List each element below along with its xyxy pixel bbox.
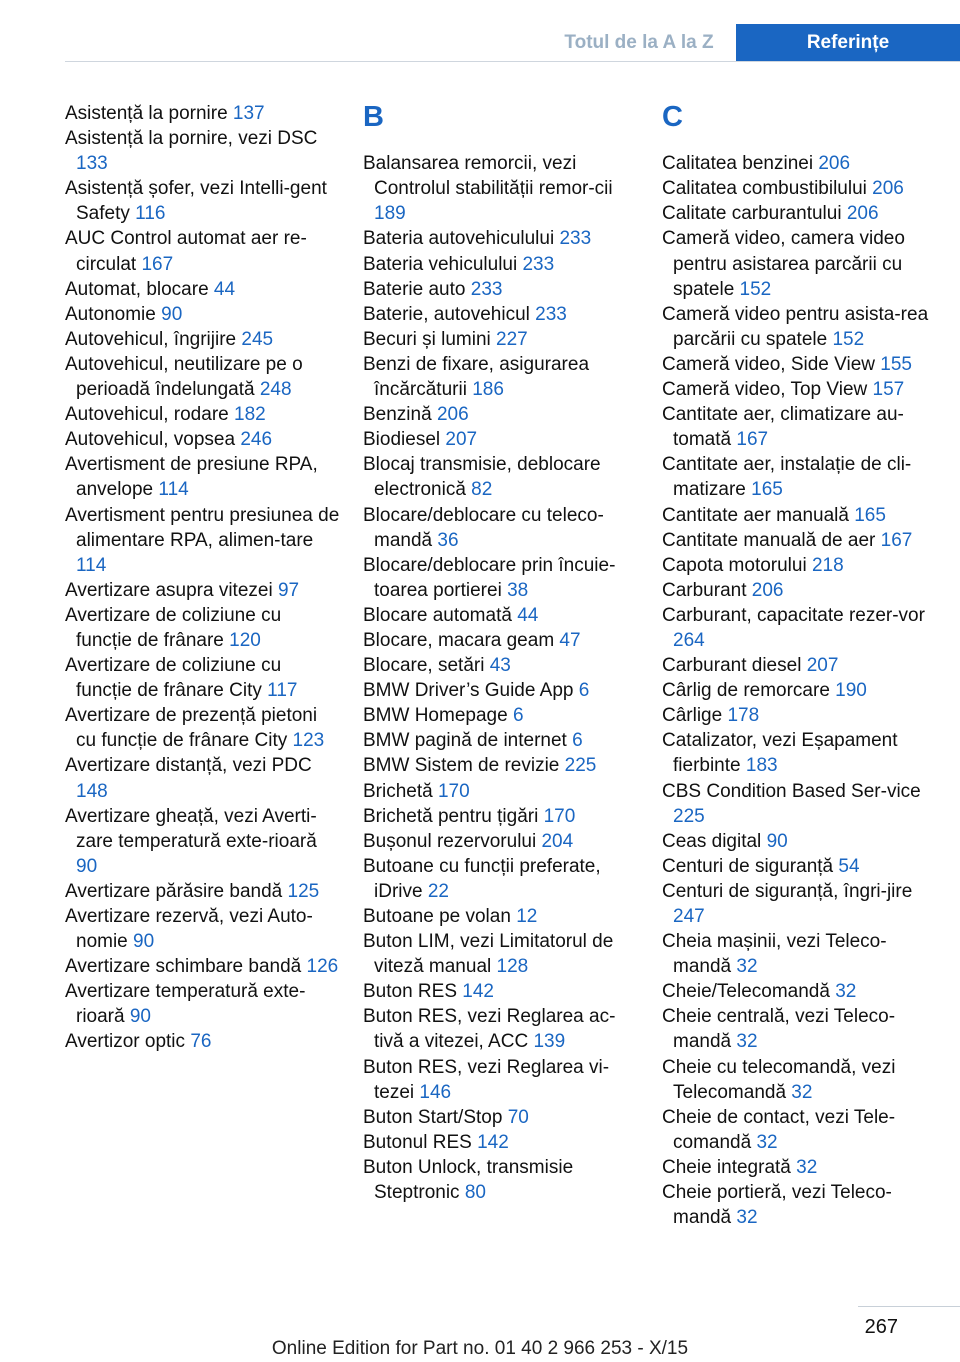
index-entry-text: Calitatea benzinei [662,153,819,175]
index-entry [65,176,340,226]
index-entry-text: Cheie portieră, vezi Teleco-mandă [662,1182,892,1229]
index-page-link[interactable]: 114 [76,554,107,576]
index-page-link[interactable]: 218 [811,554,844,576]
index-entry-text: Blocare, setări [363,655,490,677]
index-page-link[interactable]: 233 [470,278,503,300]
index-entry-text: Avertizare distanță, vezi PDC [65,755,312,777]
header-chapter-tab: Referințe [736,24,960,62]
index-entry-text: Autovehicul, rodare [65,404,234,426]
index-page-link[interactable]: 32 [736,956,758,978]
index-page-link[interactable]: 70 [507,1106,529,1128]
index-entry-text: Butonul RES [363,1131,478,1153]
index-entry [363,678,638,703]
index-entry-text: Benzi de fixare, asigurarea încărcăturii [363,353,590,401]
index-entry [662,528,937,553]
index-entry-text: Cantitate aer manuală [662,504,855,526]
index-entry [662,879,937,929]
index-page-link[interactable]: 186 [472,379,504,401]
index-entry [662,452,937,502]
index-entry-text: Cantitate manuală de aer [662,529,881,551]
index-page-link[interactable]: 227 [496,328,528,350]
index-entry-text: CBS Condition Based Ser-vice [662,780,921,802]
index-page-link[interactable]: 247 [673,906,705,927]
index-entry [65,327,340,352]
index-entry [363,628,638,653]
index-entry [662,779,937,829]
index-entry-text: Buton Unlock, transmisie Steptronic [363,1156,574,1204]
index-page-link[interactable]: 206 [436,404,469,426]
index-entry-text: Automat, blocare [65,278,214,300]
index-entry [662,929,937,979]
index-entry-text: Calitatea combustibilului [662,178,873,200]
index-entry-text: Avertizor optic [65,1031,191,1053]
index-entry [662,503,937,528]
index-entry [363,151,638,226]
index-entry [363,226,638,251]
index-page-link[interactable]: 170 [437,780,470,802]
index-page-link[interactable]: 114 [158,479,189,501]
index-entry-text: Baterie auto [363,278,471,300]
index-entry [363,503,638,553]
index-entry-text: AUC Control automat aer re-circulat [65,228,307,275]
index-entry-text: Cheie cu telecomandă, vezi Telecomandă [662,1056,896,1103]
index-entry [65,427,340,452]
index-page-link[interactable]: 90 [76,855,98,877]
index-page-link[interactable]: 142 [462,981,494,1003]
index-entry-text: Avertizare rezervă, vezi Auto-nomie [65,906,313,953]
index-page-link[interactable]: 6 [512,705,524,727]
index-page-link[interactable]: 120 [229,629,261,651]
index-entry-text: Bușonul rezervorului [363,830,542,852]
index-entry [363,653,638,678]
edition-footer: Online Edition for Part no. 01 40 2 966 253 - X/15 [271,1338,689,1359]
index-entry-text: Brichetă [363,780,438,802]
index-page-link[interactable]: 128 [496,956,529,978]
index-entry-text: Bateria autovehiculului [363,228,560,250]
index-page-link[interactable]: 44 [213,278,236,300]
index-page-link[interactable]: 225 [564,755,597,777]
index-entry [363,779,638,804]
index-page-link[interactable]: 165 [854,504,886,526]
index-letter-heading: B [363,101,384,133]
index-page-link[interactable]: 206 [751,579,784,601]
header-divider [65,61,960,62]
index-page-link[interactable]: 248 [259,379,292,401]
index-entry-text: Avertisment de presiune RPA, anvelope [65,454,318,501]
index-entry-text: Avertizare schimbare bandă [65,956,307,978]
index-entry [662,1155,937,1180]
index-page-link[interactable]: 233 [522,253,555,275]
index-entry-text: Autovehicul, vopsea [65,429,241,451]
index-column-2 [363,101,638,1205]
index-entry-text: Cameră video, Top View [662,379,873,401]
index-entry [65,1029,340,1054]
index-entry-text: Buton Start/Stop [363,1106,508,1128]
index-entry [65,979,340,1029]
index-entry-text: Blocaj transmisie, deblocare electronică [363,454,601,501]
index-entry [662,854,937,879]
index-entry-text: Butoane cu funcții preferate, iDrive [363,855,601,902]
index-page-link[interactable]: 125 [287,880,320,902]
index-page-link[interactable]: 167 [880,529,913,551]
index-entry-text: Avertizare gheață, vezi Averti-zare temperatură exte-rioară [65,805,317,852]
index-entry [65,226,340,276]
index-entry [662,402,937,452]
index-page-link[interactable]: 183 [745,755,778,777]
index-entry [363,553,638,603]
index-entry-text: Butoane pe volan [363,906,517,927]
index-entry-text: Becuri și lumini [363,328,497,350]
index-page-link[interactable]: 76 [190,1031,212,1053]
index-entry-text: Buton RES [363,981,463,1003]
index-entry [363,703,638,728]
index-entry [65,703,340,753]
page-number: 267 [864,1316,898,1338]
index-entry [65,578,340,603]
index-page-link[interactable]: 152 [832,328,865,350]
index-entry [363,929,638,979]
footer-divider [858,1306,960,1307]
index-page-link[interactable]: 167 [736,429,769,451]
index-entry-text: Ceas digital [662,830,767,852]
index-entry [65,603,340,653]
index-entry [363,753,638,778]
index-entry [662,377,937,402]
index-entry [65,352,340,402]
index-page-link[interactable]: 47 [559,629,581,651]
index-page-link[interactable]: 6 [572,730,583,752]
index-page-link[interactable]: 43 [489,655,511,677]
index-entry [363,352,638,402]
index-entry [65,804,340,879]
index-entry-text: Catalizator, vezi Eșapament fierbinte [662,730,898,777]
index-entry [662,578,937,603]
index-entry-text: Avertizare de coliziune cu funcție de frânare [65,604,282,651]
index-entry-text: Cârlige [662,705,728,727]
index-entry [662,302,937,352]
index-entry [662,653,937,678]
index-page-link[interactable]: 204 [541,830,574,852]
index-entry-text: Cameră video, Side View [662,353,881,375]
index-entry-text: Cheie centrală, vezi Teleco-mandă [662,1006,896,1053]
index-entry-text: Avertizare de prezență pietoni cu funcție de frânare City [65,705,318,752]
index-entry [662,728,937,778]
index-entry-text: Benzină [363,404,437,426]
index-page-link[interactable]: 36 [437,529,459,551]
index-page-link[interactable]: 44 [517,604,539,626]
index-entry-text: BMW pagină de internet [363,730,573,752]
index-entry [65,402,340,427]
header-section-title: Totul de la A la Z [564,32,714,53]
index-entry-text: BMW Sistem de revizie [363,755,565,777]
index-entry-text: Blocare/deblocare prin încuie-toarea portierei [363,554,616,601]
index-entry [662,226,937,301]
index-entry-text: Baterie, autovehicul [363,303,536,325]
index-entry [363,1105,638,1130]
index-entry-text: Autovehicul, îngrijire [65,328,242,350]
index-entry [363,829,638,854]
index-entry-text: Avertizare asupra vitezei [65,579,278,601]
index-entry [363,804,638,829]
index-entry-text: Autonomie [65,303,162,325]
index-entry [662,1004,937,1054]
index-entry-text: Cheie integrată [662,1156,797,1178]
index-page-link[interactable]: 189 [374,203,406,225]
index-entry [65,452,340,502]
index-page-link[interactable]: 133 [76,153,108,175]
index-entry [662,352,937,377]
index-page-link[interactable]: 233 [559,228,592,250]
index-entry [65,904,340,954]
index-page-link[interactable]: 142 [477,1131,509,1153]
index-entry-text: Capota motorului [662,554,812,576]
index-entry-text: Asistență la pornire [65,103,233,124]
index-entry [662,603,937,653]
index-entry [65,302,340,327]
index-entry-text: Carburant diesel [662,655,807,677]
index-entry [363,1055,638,1105]
index-entry [65,753,340,803]
index-entry-text: Cameră video pentru asista-rea parcării cu spatele [662,303,929,350]
index-entry-text: Cheie de contact, vezi Tele-comandă [662,1106,896,1153]
index-page-link[interactable]: 206 [818,153,851,175]
index-entry [363,1130,638,1155]
index-page-link[interactable]: 245 [241,328,274,350]
index-page-link[interactable]: 90 [129,1006,151,1028]
index-entry [65,503,340,578]
index-entry [662,829,937,854]
index-page-link[interactable]: 32 [796,1156,818,1178]
index-entry-text: Asistență la pornire, vezi DSC [65,128,318,150]
index-entry-text: Avertizare temperatură exte-rioară [65,981,306,1028]
index-entry [363,302,638,327]
index-entry-text: Balansarea remorcii, vezi Controlul stabilității remor-cii [363,153,613,200]
index-page-link[interactable]: 32 [835,981,857,1003]
index-entry [363,427,638,452]
index-page-link[interactable]: 137 [232,103,265,124]
index-entry-text: Cheie/Telecomandă [662,981,836,1003]
index-page-link[interactable]: 32 [736,1031,758,1053]
index-page-link[interactable]: 155 [880,353,912,375]
index-entry [363,979,638,1004]
index-page-link[interactable]: 54 [838,855,860,877]
index-entry [662,678,937,703]
index-entry [363,904,638,929]
index-entry-text: Calitate carburantului [662,203,847,225]
index-entry [363,277,638,302]
index-entry-text: Biodiesel [363,429,446,451]
index-page-link[interactable]: 225 [673,805,705,827]
index-entry-text: Cantitate aer, instalație de cli-matizare [662,454,912,501]
index-entry [65,126,340,176]
index-entry-text: Blocare, macara geam [363,629,560,651]
index-page-link[interactable]: 12 [516,906,538,927]
index-entry [363,1155,638,1205]
index-entry-text: Avertisment pentru presiunea de alimentare RPA, alimen-tare [65,504,340,551]
index-entry-text: Centuri de siguranță [662,855,839,877]
index-page-link[interactable]: 206 [846,203,879,225]
index-page-link[interactable]: 82 [471,479,493,501]
index-page-link[interactable]: 126 [306,956,339,978]
index-entry-text: Carburant [662,579,752,601]
index-page-link[interactable]: 170 [543,805,576,827]
index-entry-text: Asistență șofer, vezi Intelli-gent Safety [65,178,327,225]
index-entry-text: Brichetă pentru țigări [363,805,544,827]
index-page-link[interactable]: 32 [791,1081,813,1103]
index-page-link[interactable]: 90 [766,830,788,852]
index-entry [662,151,937,176]
index-entry-text: Cantitate aer, climatizare au-tomată [662,404,904,451]
index-page-link[interactable]: 146 [419,1081,452,1103]
index-entry [363,252,638,277]
index-entry-text: Cârlig de remorcare [662,680,836,702]
index-page-link[interactable]: 148 [76,780,108,802]
index-entry [363,603,638,628]
index-entry [65,277,340,302]
index-entry-text: Buton LIM, vezi Limitatorul de viteză manual [363,931,614,978]
index-entry-text: Buton RES, vezi Reglarea vi-tezei [363,1056,610,1103]
index-entry-text: Buton RES, vezi Reglarea ac-tivă a vitezei, ACC [363,1006,616,1053]
index-entry-text: Blocare/deblocare cu teleco-mandă [363,504,604,551]
index-entry-text: Carburant, capacitate rezer-vor [662,604,925,626]
index-page-link[interactable]: 190 [835,680,867,702]
index-page-link[interactable]: 6 [578,680,590,702]
index-column-3 [662,101,937,1230]
index-page-link[interactable]: 90 [133,931,155,953]
index-entry-text: Centuri de siguranță, îngri-jire [662,880,913,902]
index-page-link[interactable]: 178 [727,705,760,727]
index-entry [363,327,638,352]
index-entry-text: Avertizare de coliziune cu funcție de frânare City [65,655,282,702]
index-entry [65,101,340,126]
index-page-link[interactable]: 32 [756,1131,778,1153]
index-entry [65,954,340,979]
index-page-link[interactable]: 123 [292,730,325,752]
index-page-link[interactable]: 246 [240,429,273,451]
index-entry-text: Blocare automată [363,604,518,626]
index-entry [65,653,340,703]
index-entry-text: Bateria vehiculului [363,253,523,275]
index-page-link[interactable]: 264 [673,629,705,651]
index-entry [363,402,638,427]
index-entry [662,1180,937,1230]
index-entry [662,1105,937,1155]
index-page-link[interactable]: 116 [135,203,166,225]
index-page-link[interactable]: 207 [445,429,478,451]
index-page-link[interactable]: 167 [141,253,174,275]
index-page-link[interactable]: 139 [533,1031,566,1053]
index-page-link[interactable]: 152 [739,278,772,300]
index-page-link[interactable]: 97 [277,579,300,601]
index-entry [363,1004,638,1054]
index-entry [363,452,638,502]
index-page-link[interactable]: 207 [806,655,839,677]
index-page-link[interactable]: 233 [535,303,567,325]
index-entry [662,553,937,578]
index-entry-text: BMW Homepage [363,705,513,727]
index-entry [662,703,937,728]
index-page-link[interactable]: 22 [427,880,449,902]
index-entry [363,728,638,753]
index-entry-text: BMW Driver’s Guide App [363,680,579,702]
index-page-link[interactable]: 38 [507,579,529,601]
index-column-1 [65,101,340,1055]
index-page-link[interactable]: 32 [736,1207,758,1229]
index-page-link[interactable]: 206 [872,178,904,200]
index-entry [662,176,937,201]
index-entry [662,201,937,226]
index-page-link[interactable]: 182 [234,404,266,426]
index-entry-text: Cheia mașinii, vezi Teleco-mandă [662,931,887,978]
index-entry-text: Cameră video, camera video pentru asistarea parcării cu spatele [662,228,905,300]
index-page-link[interactable]: 80 [464,1182,486,1204]
index-page-link[interactable]: 117 [267,680,298,702]
index-entry [662,1055,937,1105]
index-entry [363,854,638,904]
index-letter-heading: C [662,101,683,133]
index-page-link[interactable]: 90 [161,303,183,325]
index-entry [65,879,340,904]
index-entry-text: Avertizare părăsire bandă [65,880,288,902]
index-entry-text: Autovehicul, neutilizare pe o perioadă îndelungată [65,353,303,401]
index-entry [662,979,937,1004]
index-page-link[interactable]: 157 [872,379,905,401]
index-page-link[interactable]: 165 [751,479,783,501]
